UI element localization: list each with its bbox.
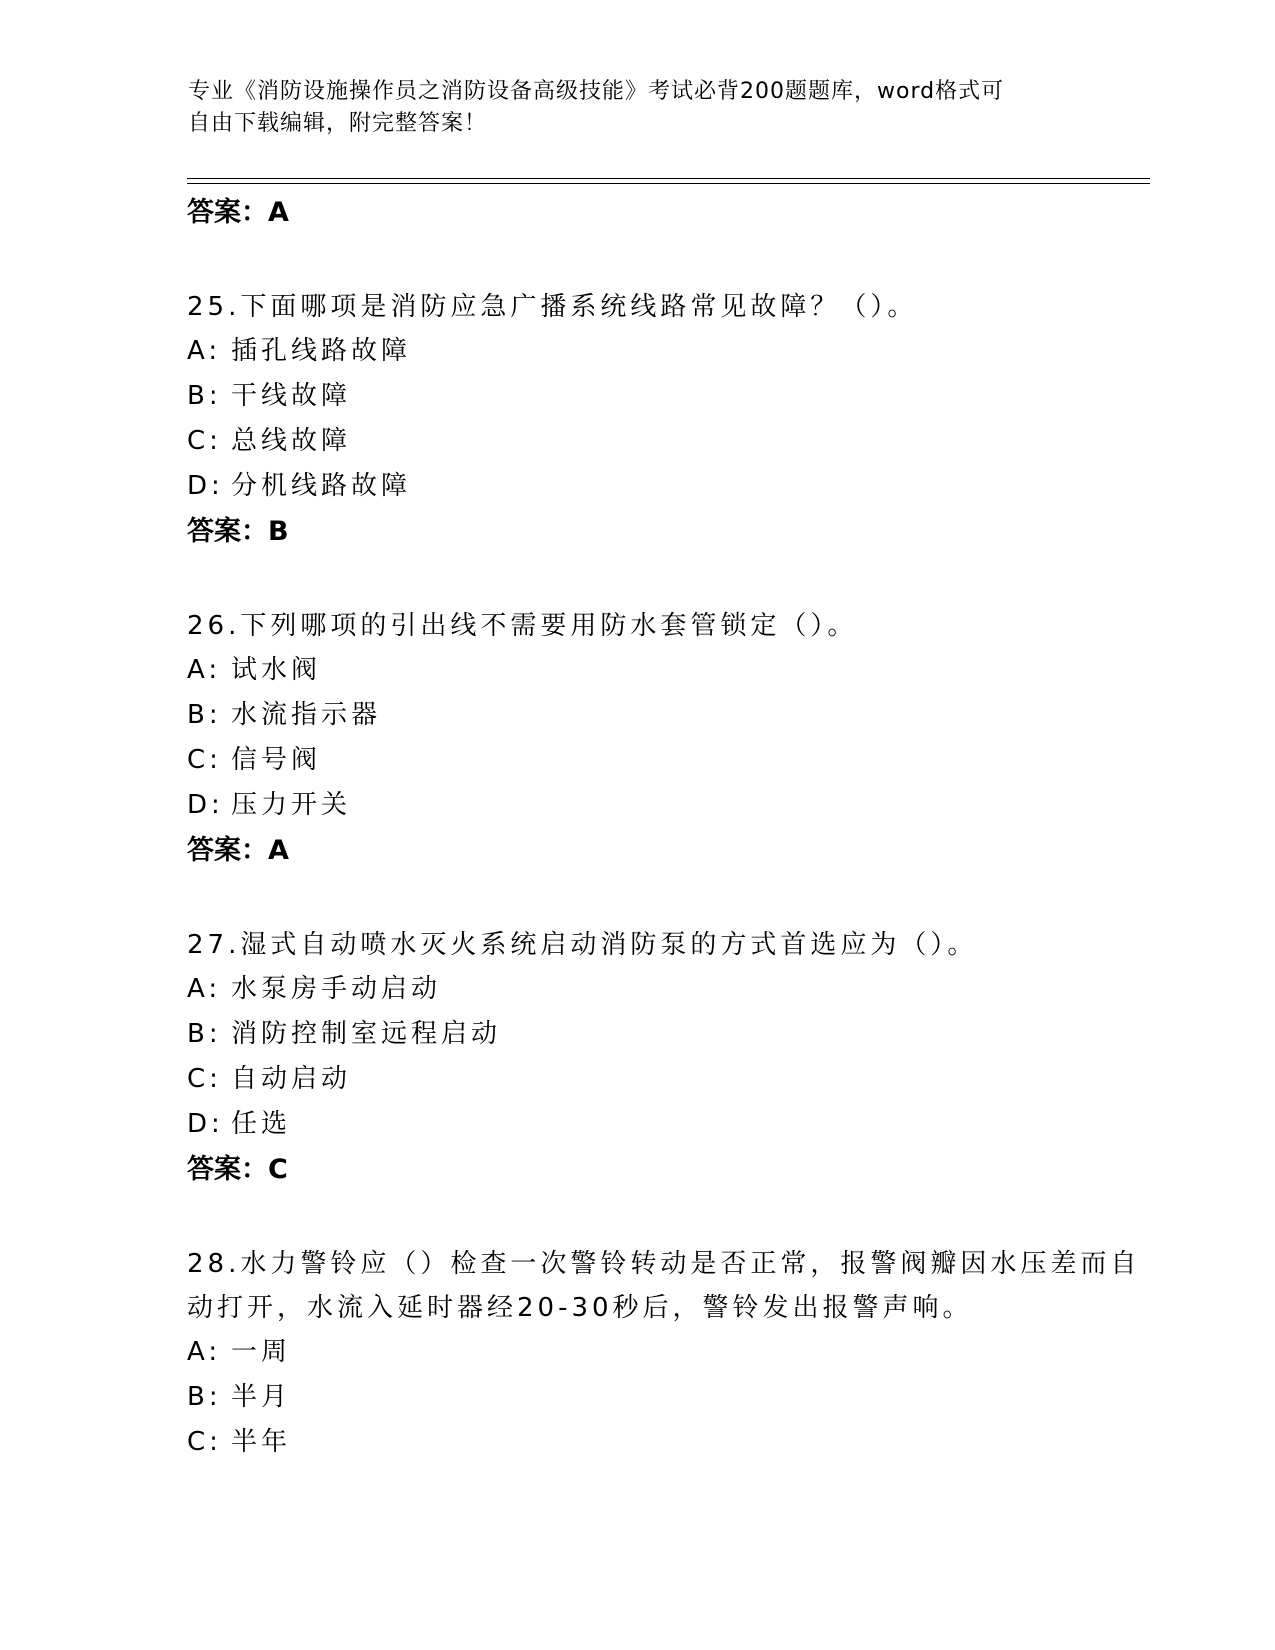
option-d: [187, 1102, 1147, 1147]
header-line-1: 专业《消防设施操作员之消防设备高级技能》考试必背200题题库，word格式可: [188, 79, 1005, 104]
option-text: 干线故障: [231, 381, 352, 411]
answer-line: 答案：C: [187, 1154, 288, 1185]
option-letter: A:: [187, 1337, 222, 1367]
question-list: [187, 190, 1147, 1465]
option-text: 自动启动: [231, 1064, 352, 1094]
option-d: [187, 783, 1147, 828]
option-letter: B:: [187, 381, 222, 411]
header-line-2: 自由下载编辑，附完整答案！: [188, 111, 488, 136]
option-letter: B:: [187, 1019, 222, 1049]
option-c: [187, 419, 1147, 464]
option-text: 分机线路故障: [231, 471, 412, 501]
question-28: [187, 1242, 1147, 1465]
option-text: 压力开关: [231, 790, 352, 820]
answer-line: 答案：B: [187, 516, 289, 547]
option-b: [187, 693, 1147, 738]
header-divider-bottom: [187, 183, 1150, 184]
option-c: [187, 1420, 1147, 1465]
option-letter: D:: [187, 790, 224, 820]
question-text: 25.下面哪项是消防应急广播系统线路常见故障？（）。: [187, 292, 918, 322]
option-text: 水泵房手动启动: [231, 974, 442, 1004]
option-text: 插孔线路故障: [231, 336, 412, 366]
option-letter: C:: [187, 1064, 222, 1094]
option-a: [187, 329, 1147, 374]
option-text: 半年: [231, 1427, 292, 1457]
option-b: [187, 1012, 1147, 1057]
option-text: 水流指示器: [231, 700, 382, 730]
option-a: [187, 967, 1147, 1012]
question-27: [187, 923, 1147, 1192]
option-letter: D:: [187, 471, 224, 501]
option-letter: C:: [187, 745, 222, 775]
option-b: [187, 374, 1147, 419]
option-text: 一周: [231, 1337, 292, 1367]
question-26: [187, 604, 1147, 873]
option-c: [187, 738, 1147, 783]
document-header: [188, 76, 1068, 140]
option-letter: D:: [187, 1109, 224, 1139]
option-letter: A:: [187, 336, 222, 366]
option-letter: C:: [187, 1427, 222, 1457]
option-text: 消防控制室远程启动: [231, 1019, 502, 1049]
question-text: 26.下列哪项的引出线不需要用防水套管锁定（）。: [187, 611, 858, 641]
option-text: 任选: [231, 1109, 292, 1139]
option-text: 信号阀: [231, 745, 322, 775]
option-a: [187, 1330, 1147, 1375]
answer-line: 答案：A: [187, 835, 289, 866]
option-c: [187, 1057, 1147, 1102]
question-25: [187, 285, 1147, 554]
option-a: [187, 648, 1147, 693]
option-letter: A:: [187, 655, 222, 685]
option-d: [187, 464, 1147, 509]
option-text: 总线故障: [231, 426, 352, 456]
option-letter: B:: [187, 700, 222, 730]
option-text: 试水阀: [231, 655, 322, 685]
option-text: 半月: [231, 1382, 292, 1412]
question-text: 27.湿式自动喷水灭火系统启动消防泵的方式首选应为（）。: [187, 930, 978, 960]
option-letter: C:: [187, 426, 222, 456]
previous-answer: 答案：A: [187, 197, 289, 228]
option-letter: B:: [187, 1382, 222, 1412]
question-text: 28.水力警铃应（）检查一次警铃转动是否正常，报警阀瓣因水压差而自动打开，水流入延时器经20-30秒后，警铃发出报警声响。: [187, 1249, 1141, 1323]
option-letter: A:: [187, 974, 222, 1004]
option-b: [187, 1375, 1147, 1420]
header-divider-top: [187, 178, 1150, 179]
